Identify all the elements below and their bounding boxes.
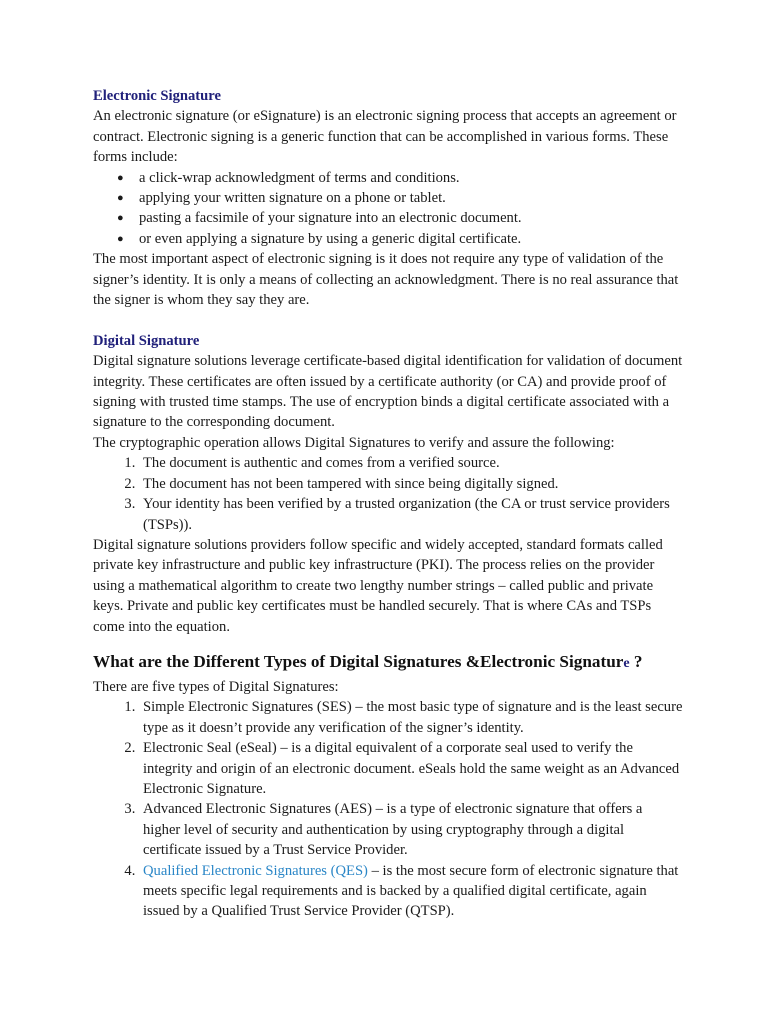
signature-types-heading-tail: e: [623, 655, 630, 671]
qes-description: – is the most secure form of electronic signature that meets specific legal requirements and is backed by a qualified digital certificate, again issued by a Qualified Trust Service Provider (QTSP).: [143, 862, 679, 920]
list-item: 3. Advanced Electronic Signatures (AES) – is a type of electronic signature that offers a higher level of security and authentication by using cryptography through a digital certificate issued by a Trust Service Provider.: [139, 799, 683, 860]
list-item: 2. Electronic Seal (eSeal) – is a digital equivalent of a corporate seal used to verify the integrity and origin of an electronic document. eSeals hold the same weight as an Advanced Electronic Signature.: [139, 738, 683, 799]
signature-types-heading-main: What are the Different Types of Digital Signatures &Electronic Signatur: [93, 651, 624, 671]
electronic-signature-closing: The most important aspect of electronic signing is it does not require any type of validation of the signer’s identity. It is only a means of collecting an acknowledgment. There is no real assurance that the signer is whom they say they are.: [93, 251, 679, 309]
signature-types-heading: [93, 651, 683, 675]
digital-signature-lead: The cryptographic operation allows Digital Signatures to verify and assure the following:: [93, 434, 615, 451]
list-item: 2. The document has not been tampered with since being digitally signed.: [139, 474, 683, 494]
list-item: 1. The document is authentic and comes from a verified source.: [139, 453, 683, 473]
electronic-signature-forms-list: [93, 168, 683, 250]
digital-signature-intro: Digital signature solutions leverage certificate-based digital identification for validation of document integrity. These certificates are often issued by a certificate authority (or CA) and provide proof of signing with trusted time stamps. The use of encryption binds a digital certificate associated with a signature to the corresponding document.: [93, 353, 683, 431]
digital-signature-heading: Digital Signature: [93, 332, 200, 349]
signature-types-list: [93, 697, 683, 921]
signature-types-heading-end: ?: [629, 651, 643, 671]
signature-types-lead: There are five types of Digital Signatures:: [93, 678, 339, 695]
electronic-signature-heading: Electronic Signature: [93, 88, 221, 104]
electronic-signature-intro: An electronic signature (or eSignature) is an electronic signing process that accepts an agreement or contract. Electronic signing is a generic function that can be accomplished in various forms. These forms include:: [93, 108, 677, 166]
digital-signature-assurance-list: [93, 453, 683, 535]
spacer: [93, 637, 683, 651]
list-item: ● pasting a facsimile of your signature into an electronic document.: [139, 208, 683, 228]
list-item: ● a click-wrap acknowledgment of terms and conditions.: [139, 168, 683, 188]
list-item: [139, 861, 683, 922]
list-item: ● or even applying a signature by using a generic digital certificate.: [139, 229, 683, 249]
digital-signature-closing: Digital signature solutions providers follow specific and widely accepted, standard formats called private key infrastructure and public key infrastructure (PKI). The process relies on the provider using a mathematical algorithm to create two lengthy number strings – called public and private keys. Private and public key certificates must be handled securely. That is where CAs and TSPs come into the equation.: [93, 536, 663, 635]
list-item: ● applying your written signature on a phone or tablet.: [139, 188, 683, 208]
list-item: 1. Simple Electronic Signatures (SES) – the most basic type of signature and is the least secure type as it doesn’t provide any verification of the signer’s identity.: [139, 697, 683, 738]
qes-link[interactable]: Qualified Electronic Signatures (QES): [143, 862, 368, 879]
document-content: [93, 86, 683, 922]
list-item: 3. Your identity has been verified by a trusted organization (the CA or trust service providers (TSPs)).: [139, 494, 683, 535]
spacer: [93, 310, 683, 330]
